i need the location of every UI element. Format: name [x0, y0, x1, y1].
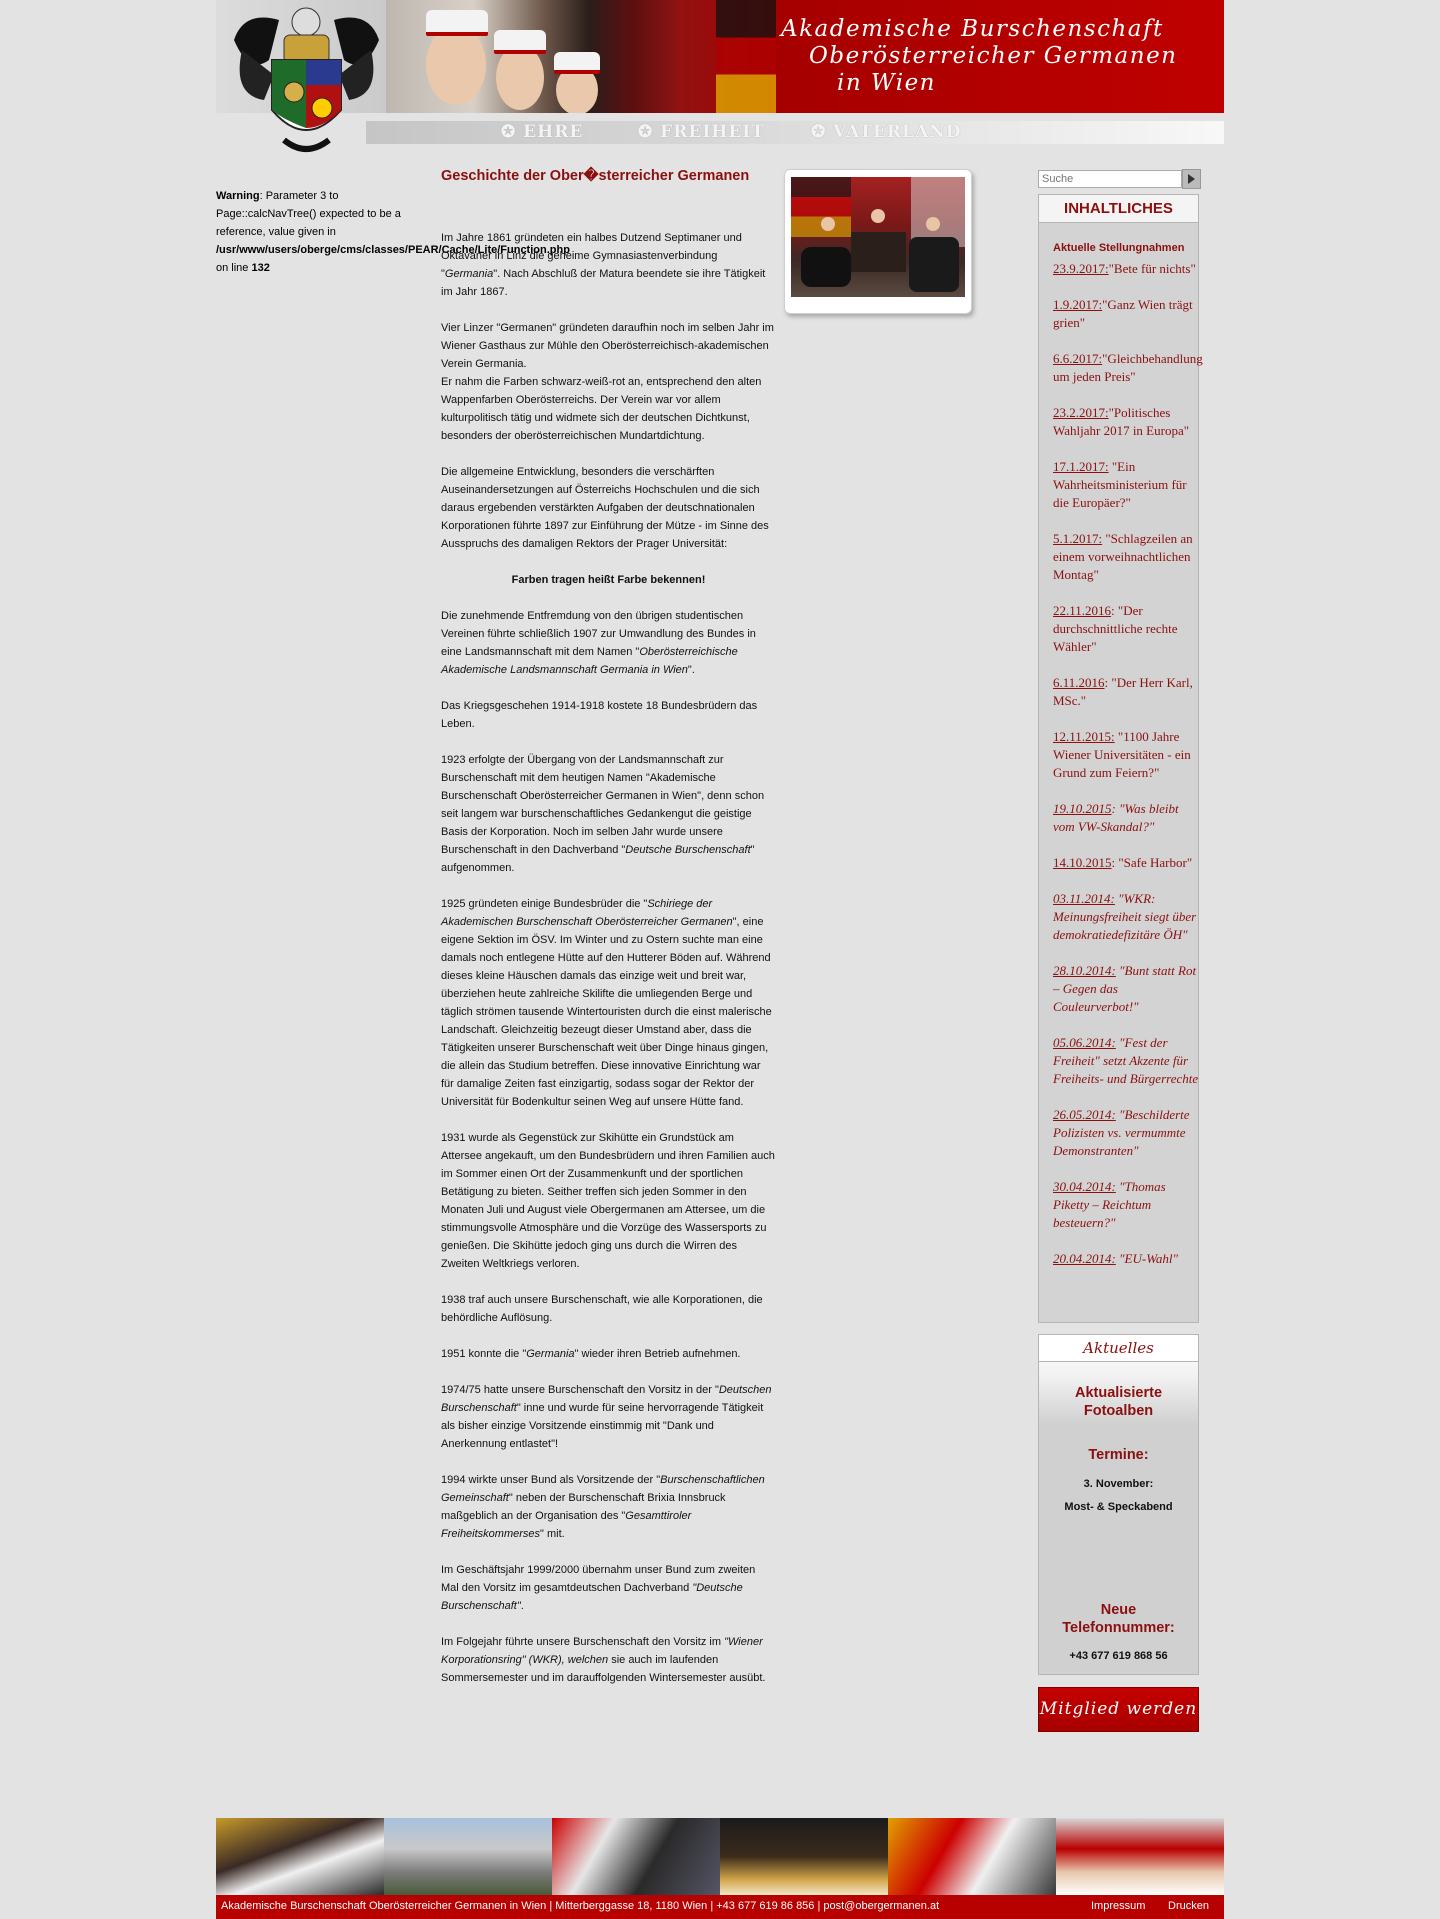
footer-address: Akademische Burschenschaft Oberösterreicher Germanen in Wien | Mitterberggasse 18, 1180 Wien | +43 677 619 86 856 | post@obergermanen.at	[221, 1900, 940, 1912]
article-paragraph: Im Geschäftsjahr 1999/2000 übernahm unser Bund zum zweiten Mal den Vorsitz im gesamtdeutschen Dachverband "Deutsche Burschenschaft".	[441, 1564, 756, 1612]
join-button[interactable]: Mitglied werden	[1038, 1687, 1199, 1732]
news-item[interactable]	[1053, 728, 1203, 782]
news-date-link[interactable]: 1.9.2017:	[1053, 297, 1103, 312]
motto-freiheit: ✪ FREIHEIT	[638, 122, 765, 142]
news-date-link[interactable]: 03.11.2014:	[1053, 891, 1115, 906]
news-date-link[interactable]: 12.11.2015:	[1053, 729, 1115, 744]
article-paragraph: 1931 wurde als Gegenstück zur Skihütte ein Grundstück am Attersee angekauft, um den Bundesbrüdern und ihren Familien auch im Sommer einen Ort der Zusammenkunft und der sportlichen Betätigung zu bieten. Seither treffen sich jeden Sommer in den Monaten Juli und August viele Obergermanen am Attersee, um die stimmungsvolle Atmosphäre und die Vorzüge des Wassersports zu genießen. Die Skihütte jedoch ging uns durch die Wirren des Zweiten Weltkriegs verloren.	[441, 1132, 775, 1270]
news-item[interactable]	[1053, 800, 1203, 836]
news-list	[1053, 260, 1203, 1268]
news-date-link[interactable]: 6.6.2017:	[1053, 351, 1103, 366]
news-date-link[interactable]: 26.05.2014:	[1053, 1107, 1116, 1122]
php-warning	[216, 187, 570, 277]
search-button[interactable]	[1182, 169, 1201, 189]
news-item[interactable]	[1053, 260, 1203, 278]
warning-line-label: on line	[216, 262, 249, 274]
news-item[interactable]	[1053, 674, 1203, 710]
termine-heading: Termine:	[1088, 1447, 1149, 1463]
footer-photo	[888, 1818, 1056, 1895]
news-date-link[interactable]: 22.11.2016	[1053, 603, 1112, 618]
aktuelles-box	[1038, 1334, 1199, 1675]
news-date-link[interactable]: 19.10.2015	[1053, 801, 1112, 816]
article-paragraph: 1994 wirkte unser Bund als Vorsitzende der "Burschenschaftlichen Gemeinschaft" neben der Burschenschaft Brixia Innsbruck maßgeblich an der Organisation des "Gesamttiroler Freiheitskommerses" mit.	[441, 1474, 765, 1540]
article-paragraph: 1923 erfolgte der Übergang von der Landsmannschaft zur Burschenschaft mit dem heutigen Namen "Akademische Burschenschaft Oberösterreicher Germanen in Wien", denn schon seit langem war burschenschaftliches Gedankengut die geistige Basis der Korporation. Noch im selben Jahr wurde unsere Burschenschaft in den Dachverband "Deutsche Burschenschaft" aufgenommen.	[441, 754, 765, 874]
news-date-link[interactable]: 20.04.2014:	[1053, 1251, 1116, 1266]
news-item[interactable]	[1053, 530, 1203, 584]
warning-path: /usr/www/users/oberge/cms/classes/PEAR/Cache/Lite/Function.php	[216, 244, 570, 256]
article-paragraph: 1925 gründeten einige Bundesbrüder die "Schiriege der Akademischen Burschenschaft Oberösterreicher Germanen", eine eigene Sektion im ÖSV. Im Winter und zu Ostern suchte man eine damals noch entlegene Hütte auf den Hutterer Böden auf. Während dieses kleine Häuschen damals das einzige weit und breit war, überziehen heute zahlreiche Skilifte die umliegenden Berge und täglich strömen tausende Wintertouristen durch die einst malerische Landschaft. Gleichzeitig bezeugt dieser Umstand aber, dass die Tätigkeiten unserer Burschenschaft weit über Dinge hinaus gingen, die allein das Studium betreffen. Diese innovative Einrichtung war für damalige Zeiten fast einzigartig, sodass sogar der Rektor der Universität für Bodenkultur seinen Weg auf unsere Hütte fand.	[441, 898, 772, 1108]
article-paragraph: 1974/75 hatte unsere Burschenschaft den Vorsitz in der "Deutschen Burschenschaft" inne und wurde für seine hervorragende Tätigkeit als bisher einzige Vorsitzende einstimmig mit "Dank und Anerkennung entlastet"!	[441, 1384, 772, 1450]
news-title[interactable]: "EU-Wahl"	[1115, 1251, 1178, 1266]
sidebar-subtitle: Aktuelle Stellungnahmen	[1053, 242, 1185, 254]
news-date-link[interactable]: 5.1.2017:	[1053, 531, 1103, 546]
phone-heading: Neue Telefonnummer:	[1062, 1602, 1175, 1636]
news-item[interactable]	[1053, 1178, 1203, 1232]
news-date-link[interactable]: 14.10.2015	[1053, 855, 1112, 870]
footer-photo	[384, 1818, 552, 1895]
site-title-line-2: Oberösterreicher Germanen	[809, 43, 1178, 69]
coat-of-arms-icon[interactable]	[224, 0, 389, 165]
footer-bar	[216, 1895, 1224, 1919]
news-date-link[interactable]: 17.1.2017:	[1053, 459, 1109, 474]
event-date: 3. November:	[1083, 1478, 1154, 1490]
event-name: Most- & Speckabend	[1064, 1501, 1173, 1513]
motto-vaterland: ✪ VATERLAND	[811, 122, 962, 142]
news-date-link[interactable]: 05.06.2014:	[1053, 1035, 1116, 1050]
article-paragraph: 1951 konnte die "Germania" wieder ihren Betrieb aufnehmen.	[441, 1348, 741, 1360]
news-item[interactable]	[1053, 1034, 1203, 1088]
news-title[interactable]: "Fest der Freiheit" setzt Akzente für Freiheits- und Bürgerrechte	[1053, 1035, 1199, 1086]
news-item[interactable]	[1053, 1250, 1203, 1268]
news-date-link[interactable]: 6.11.2016	[1053, 675, 1105, 690]
news-title[interactable]: "Ganz Wien trägt grien"	[1053, 297, 1193, 330]
footer-photo-strip	[216, 1818, 1224, 1895]
article	[441, 167, 776, 1705]
group-photo[interactable]	[791, 177, 965, 297]
news-item[interactable]	[1053, 854, 1203, 872]
article-paragraph: Vier Linzer "Germanen" gründeten daraufhin noch im selben Jahr im Wiener Gasthaus zur Mühle den Oberösterreichisch-akademischen Verein Germania. Er nahm die Farben schwarz-weiß-rot an, entsprechend den alten Wappenfarben Oberösterreichs. Der Verein war vor allem kulturpolitisch tätig und widmete sich der deutschen Dichtkunst, besonders der oberösterreichischen Mundartdichtung.	[441, 322, 774, 442]
article-quote: Farben tragen heißt Farbe bekennen!	[511, 574, 706, 586]
news-title[interactable]: "1100 Jahre Wiener Universitäten - ein Grund zum Feiern?"	[1053, 729, 1191, 780]
header-photo	[386, 0, 676, 113]
news-title[interactable]: "Bunt statt Rot – Gegen das Couleurverbot!"	[1053, 963, 1197, 1014]
article-paragraph: Das Kriegsgeschehen 1914-1918 kostete 18 Bundesbrüdern das Leben.	[441, 700, 758, 730]
news-date-link[interactable]: 23.9.2017:	[1053, 261, 1109, 276]
article-paragraph: Die zunehmende Entfremdung von den übrigen studentischen Vereinen führte schließlich 1907 zur Umwandlung des Bundes in eine Landsmannschaft mit dem Namen "Oberösterreichische Akademische Landsmannschaft Germania in Wien".	[441, 610, 756, 676]
impressum-link[interactable]: Impressum	[1091, 1900, 1146, 1912]
site-title-line-1: Akademische Burschenschaft	[781, 16, 1164, 42]
news-title[interactable]: "Politisches Wahljahr 2017 in Europa"	[1053, 405, 1190, 438]
news-title[interactable]: : "Der durchschnittliche rechte Wähler"	[1053, 603, 1178, 654]
footer-photo	[720, 1818, 888, 1895]
news-item[interactable]	[1053, 962, 1203, 1016]
news-title[interactable]: : "Der Herr Karl, MSc."	[1053, 675, 1193, 708]
news-item[interactable]	[1053, 404, 1203, 440]
play-arrow-icon	[1188, 174, 1195, 184]
news-title[interactable]: : "Was bleibt vom VW-Skandal?"	[1053, 801, 1179, 834]
search-form	[1038, 169, 1182, 188]
article-title: Geschichte der Ober�sterreicher Germanen	[441, 168, 750, 184]
news-title[interactable]: "WKR: Meinungsfreiheit siegt über demokratiedefizitäre ÖH"	[1053, 891, 1197, 942]
warning-text: : Parameter 3 to Page::calcNavTree() expected to be a reference, value given in	[216, 190, 401, 238]
article-paragraph: Im Jahre 1861 gründeten ein halbes Dutzend Septimaner und Oktavaner in Linz die geheime Gymnasiastenverbindung "Germania". Nach Abschluß der Matura beendete sie ihre Tätigkeit im Jahr 1867.	[441, 232, 766, 298]
news-item[interactable]	[1053, 1106, 1203, 1160]
search-input[interactable]	[1038, 170, 1182, 188]
site-title-line-3: in Wien	[837, 70, 936, 96]
drucken-link[interactable]: Drucken	[1168, 1900, 1209, 1912]
news-title[interactable]: "Ein Wahrheitsministerium für die Europäer?"	[1053, 459, 1187, 510]
news-title[interactable]: "Beschilderte Polizisten vs. vermummte Demonstranten"	[1053, 1107, 1190, 1158]
footer-photo	[552, 1818, 720, 1895]
news-item[interactable]	[1053, 350, 1203, 386]
news-item[interactable]	[1053, 602, 1203, 656]
news-date-link[interactable]: 30.04.2014:	[1053, 1179, 1116, 1194]
news-title[interactable]: : "Safe Harbor"	[1111, 855, 1193, 870]
site-title	[781, 16, 1201, 97]
footer-photo	[1056, 1818, 1224, 1895]
warning-line-number: 132	[251, 262, 270, 274]
article-paragraph: 1938 traf auch unsere Burschenschaft, wie alle Korporationen, die behördliche Auflösung.	[441, 1294, 763, 1324]
news-title[interactable]: "Gleichbehandlung um jeden Preis"	[1053, 351, 1203, 384]
news-title[interactable]: "Bete für nichts"	[1108, 261, 1196, 276]
news-title[interactable]: "Thomas Piketty – Reichtum besteuern?"	[1053, 1179, 1166, 1230]
article-paragraph: Im Folgejahr führte unsere Burschenschaft den Vorsitz im "Wiener Korporationsring" (WKR), welchen sie auch im laufenden Sommersemester und im darauffolgenden Wintersemester ausübt.	[441, 1636, 766, 1684]
phone-number: +43 677 619 868 56	[1069, 1650, 1168, 1662]
news-item[interactable]	[1053, 296, 1203, 332]
sidebar-title: INHALTLICHES	[1039, 195, 1198, 223]
article-paragraph: Die allgemeine Entwicklung, besonders die verschärften Auseinandersetzungen auf Österreichs Hochschulen und die sich daraus ergebenden verstärkten Aufgaben der deutschnationalen Korporationen führte 1897 zur Einführung der Mütze - im Sinne des Ausspruchs des damaligen Rektors der Prager Universität:	[441, 466, 769, 550]
motto-ehre: ✪ EHRE	[501, 122, 584, 142]
news-date-link[interactable]: 23.2.2017:	[1053, 405, 1109, 420]
news-title[interactable]: "Schlagzeilen an einem vorweihnachtlichen Montag"	[1053, 531, 1193, 582]
aktuelles-title: Aktuelles	[1039, 1335, 1198, 1362]
news-item[interactable]	[1053, 458, 1203, 512]
photo-box[interactable]	[784, 169, 972, 314]
news-item[interactable]	[1053, 890, 1203, 944]
footer-photo	[216, 1818, 384, 1895]
motto-bar	[366, 121, 1224, 144]
warning-label: Warning	[216, 190, 260, 202]
fotoalben-link[interactable]: Aktualisierte Fotoalben	[1074, 1385, 1163, 1419]
news-date-link[interactable]: 28.10.2014:	[1053, 963, 1116, 978]
content-sidebar-box	[1038, 194, 1203, 1323]
